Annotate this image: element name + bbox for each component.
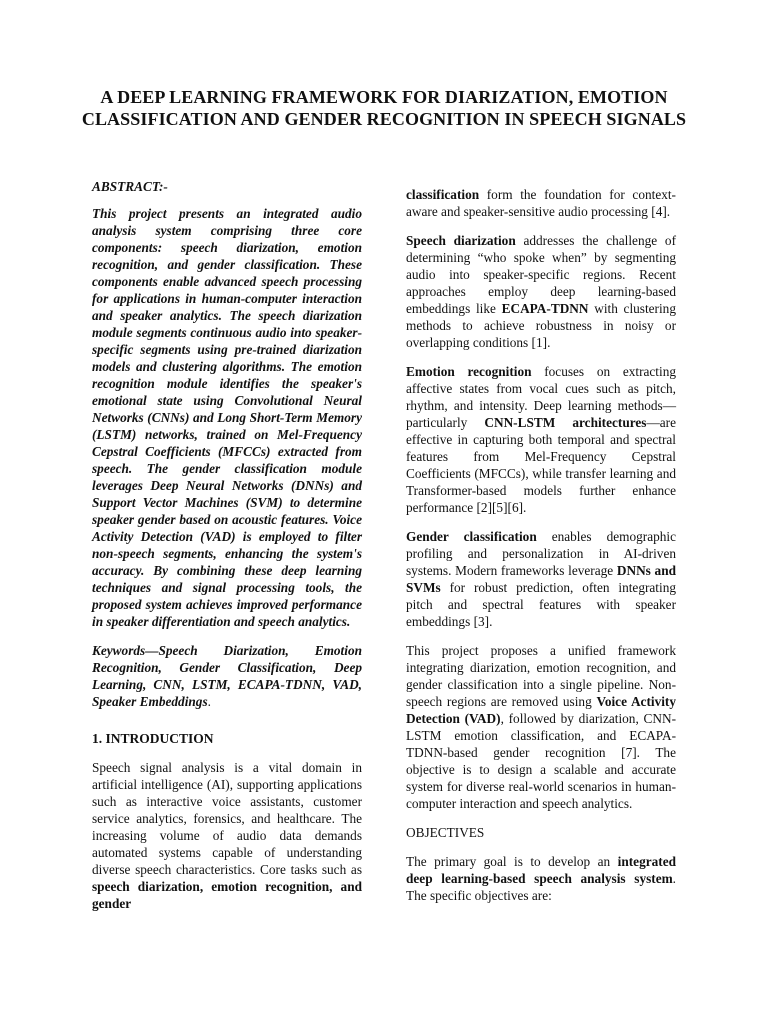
gender-term: Gender classification [406,529,537,544]
intro-paragraph-1 [92,759,362,912]
intro-paragraph-5 [406,642,676,812]
intro-p1-bold: speech diarization, emotion recognition, and gender [92,879,362,911]
intro-p1-cont-bold: classification [406,187,480,202]
intro-p4-text-a: enables demographic profiling and personalization in AI-driven systems. Modern frameworks leverage [406,529,676,578]
dnn-svm-term: DNNs and SVMs [406,563,676,595]
right-column [406,186,676,916]
ecapa-term: ECAPA-TDNN [501,301,589,316]
intro-p2-text-b: with clustering methods to achieve robustness in noisy or overlapping conditions [1]. [406,301,676,350]
abstract-heading: ABSTRACT:- [92,179,168,194]
intro-p3-text-b: —are effective in capturing both temporal and spectral features from Mel-Frequency Cepstral Coefficients (MFCCs), while transfer learning and Transformer-based models further enhance performance [2][5][6]. [406,415,677,515]
intro-p6-text-a: The primary goal is to develop an [406,854,618,869]
cnn-lstm-term: CNN-LSTM architectures [484,415,647,430]
intro-p6-text-b: . The specific objectives are: [406,871,676,903]
intro-p4-text-b: for robust prediction, often integrating pitch and spectral features with speaker embeddings [3]. [406,580,676,629]
keywords-end: . [207,694,211,709]
intro-paragraph-4 [406,528,676,630]
intro-p1-cont-text: form the foundation for context-aware and speaker-sensitive audio processing [4]. [406,187,676,219]
left-column [92,178,362,924]
paper-title: A DEEP LEARNING FRAMEWORK FOR DIARIZATION, EMOTION CLASSIFICATION AND GENDER RECOGNITION IN SPEECH SIGNALS [81,87,687,129]
emotion-term: Emotion recognition [406,364,532,379]
intro-p2-text-a: addresses the challenge of determining “who spoke when” by segmenting audio into speaker-specific regions. Recent approaches employ deep learning-based embeddings like [406,233,677,316]
intro-p1-text: Speech signal analysis is a vital domain in artificial intelligence (AI), supporting applications such as interactive voice assistants, customer service analytics, forensics, and healthcare. The increasing volume of audio data demands automated systems capable of understanding diverse speech characteristics. Core tasks such as [92,760,362,877]
intro-paragraph-2 [406,232,676,351]
keywords-text: Keywords—Speech Diarization, Emotion Recognition, Gender Classification, Deep Learning, CNN, LSTM, ECAPA-TDNN, VAD, Speaker Embeddings [92,643,362,709]
vad-term: Voice Activity Detection (VAD) [406,694,676,726]
objectives-paragraph [406,853,676,904]
intro-heading: 1. INTRODUCTION [92,731,214,746]
diarization-term: Speech diarization [406,233,516,248]
abstract-text: This project presents an integrated audio analysis system comprising three core components: speech diarization, emotion recognition, and gender classification. These components enable advanced speech processing for applications in human-computer interaction and speaker analytics. The speech diarization module segments continuous audio into speaker-specific segments using pre-trained diarization models and clustering algorithms. The emotion recognition module identifies the speaker's emotional state using Convolutional Neural Networks (CNNs) and Long Short-Term Memory (LSTM) networks, trained on Mel-Frequency Cepstral Coefficients (MFCCs) extracted from speech. The gender classification module leverages Deep Neural Networks (DNNs) and Support Vector Machines (SVM) to determine speaker gender based on acoustic features. Voice Activity Detection (VAD) is employed to filter non-speech segments, enhancing the system's accuracy. By combining these deep learning techniques and signal processing tools, the proposed system achieves improved performance in speaker differentiation and speech analytics. [92,206,362,629]
intro-p5-text-b: , followed by diarization, CNN-LSTM emotion classification, and ECAPA-TDNN-based gender recognition [7]. The objective is to design a scalable and accurate system for diverse real-world scenarios in human-computer interaction and speech analytics. [406,711,676,811]
intro-paragraph-3 [406,363,676,516]
keywords [92,642,362,710]
intro-paragraph-1-cont [406,186,676,220]
integrated-system-term: integrated deep learning-based speech analysis system [406,854,676,886]
intro-p5-text-a: This project proposes a unified framework integrating diarization, emotion recognition, and gender classification into a single pipeline. Non-speech regions are removed using [406,643,676,709]
objectives-heading: OBJECTIVES [406,825,485,840]
intro-p3-text-a: focuses on extracting affective states from vocal cues such as pitch, rhythm, and intensity. Deep learning methods—particularly [406,364,676,430]
